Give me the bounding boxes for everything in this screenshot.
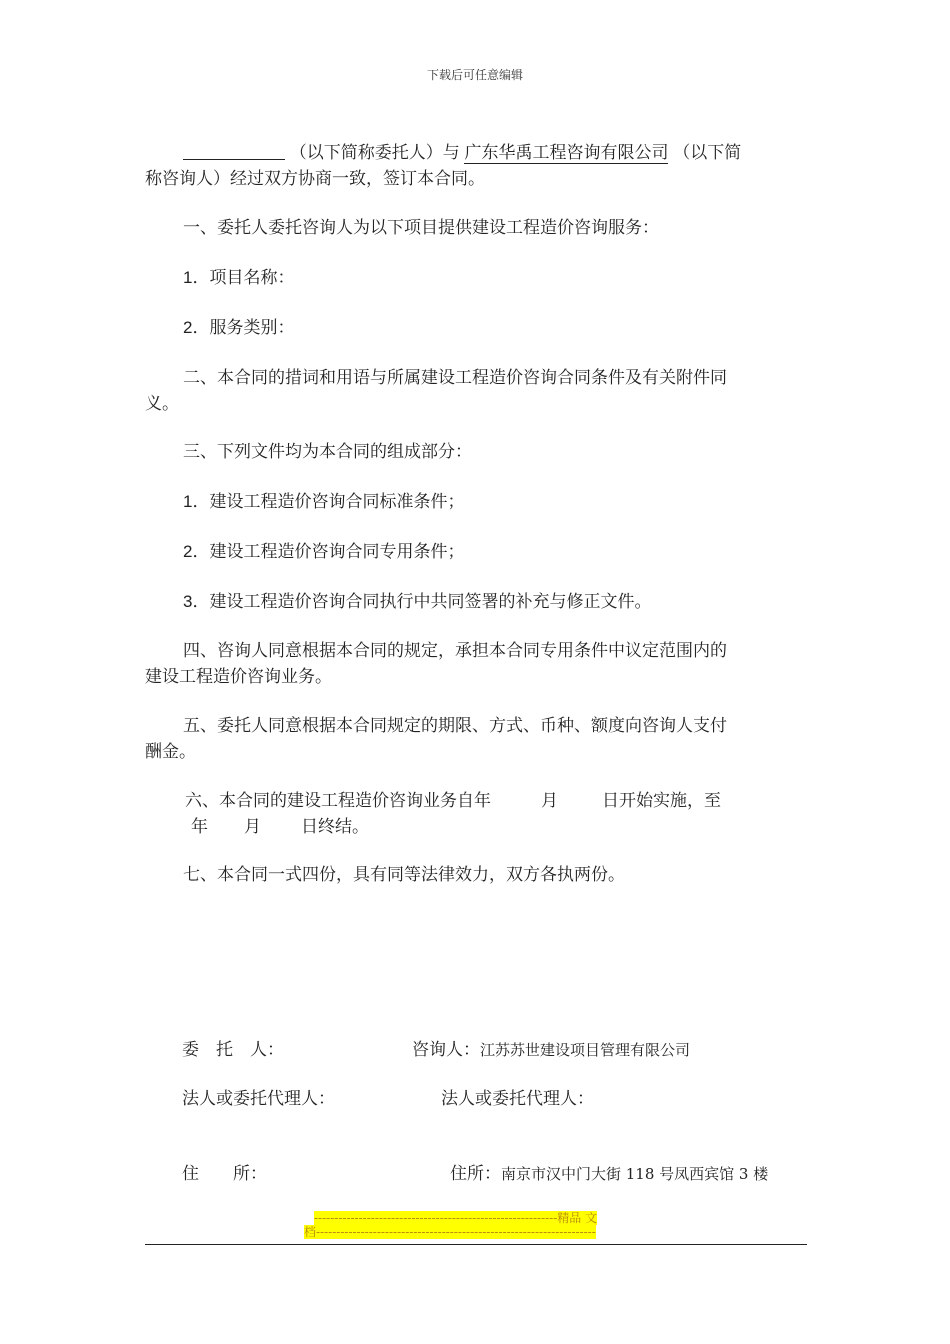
consultant-company: 江苏苏世建设项目管理有限公司	[480, 1042, 691, 1059]
clause-6	[145, 788, 807, 840]
clause-4-line-1: 四、咨询人同意根据本合同的规定，承担本合同专用条件中议定范围内的	[183, 641, 727, 660]
clause-5-line-1: 五、委托人同意根据本合同规定的期限、方式、币种、额度向咨询人支付	[183, 716, 727, 735]
clause-6-text-c: 日开始实施，至	[602, 791, 721, 810]
clause-5-line-2: 酬金。	[145, 742, 196, 761]
clause-4	[145, 638, 807, 690]
consultant-representative-label: 法人或委托代理人：	[441, 1089, 594, 1108]
footer-banner-line-2: 档---------------------------------------------------------------------	[304, 1225, 596, 1239]
footer-banner-line-1: ------------------------------------------------------------精品 文	[314, 1211, 598, 1225]
intro-text-2: （以下简	[673, 143, 742, 162]
header-note: 下载后可任意编辑	[426, 68, 523, 82]
consultant-address-value: 南京市汉中门大街 118 号凤西宾馆 3 楼	[501, 1165, 769, 1183]
clause-3-item-3: 3．建设工程造价咨询合同执行中共同签署的补充与修正文件。	[183, 592, 652, 611]
consultant-label: 咨询人：	[412, 1040, 480, 1059]
intro-text-1: （以下简称委托人）与	[289, 143, 460, 162]
clause-2-line-2: 义。	[145, 394, 179, 413]
clause-2-line-1: 二、本合同的措词和用语与所属建设工程造价咨询合同条件及有关附件同	[183, 368, 727, 387]
clause-7: 七、本合同一式四份，具有同等法律效力，双方各执两份。	[183, 865, 625, 884]
clause-6-text-f: 日终结。	[301, 817, 369, 836]
clause-3-item-1: 1．建设工程造价咨询合同标准条件；	[183, 492, 465, 511]
consultant-signature	[412, 1038, 690, 1063]
bottom-divider	[145, 1244, 807, 1245]
clause-1: 一、委托人委托咨询人为以下项目提供建设工程造价咨询服务：	[183, 218, 659, 237]
footer-banner	[304, 1211, 649, 1239]
clause-4-line-2: 建设工程造价咨询业务。	[145, 667, 332, 686]
intro-text-3: 称咨询人）经过双方协商一致，签订本合同。	[145, 169, 485, 188]
clause-6-month-1: 月	[541, 791, 558, 810]
clause-2	[145, 365, 807, 417]
client-name-blank	[183, 141, 285, 160]
consultant-address	[450, 1162, 768, 1186]
consultant-address-label: 住所：	[450, 1164, 501, 1183]
clause-6-year-2: 年	[191, 817, 208, 836]
clause-1-item-2: 2．服务类别：	[183, 318, 295, 337]
client-representative-label: 法人或委托代理人：	[182, 1089, 335, 1108]
clause-3-item-2: 2．建设工程造价咨询合同专用条件；	[183, 542, 465, 561]
consultant-company-name: 广东华禹工程咨询有限公司	[464, 143, 669, 162]
clause-1-item-1: 1．项目名称：	[183, 268, 295, 287]
intro-paragraph	[145, 140, 807, 192]
clause-6-text-a: 六、本合同的建设工程造价咨询业务自年	[185, 791, 491, 810]
clause-6-month-2: 月	[244, 817, 261, 836]
client-label: 委 托 人：	[182, 1040, 284, 1059]
clause-3: 三、下列文件均为本合同的组成部分：	[183, 442, 472, 461]
clause-5	[145, 713, 807, 765]
client-address-label: 住 所：	[182, 1164, 267, 1183]
